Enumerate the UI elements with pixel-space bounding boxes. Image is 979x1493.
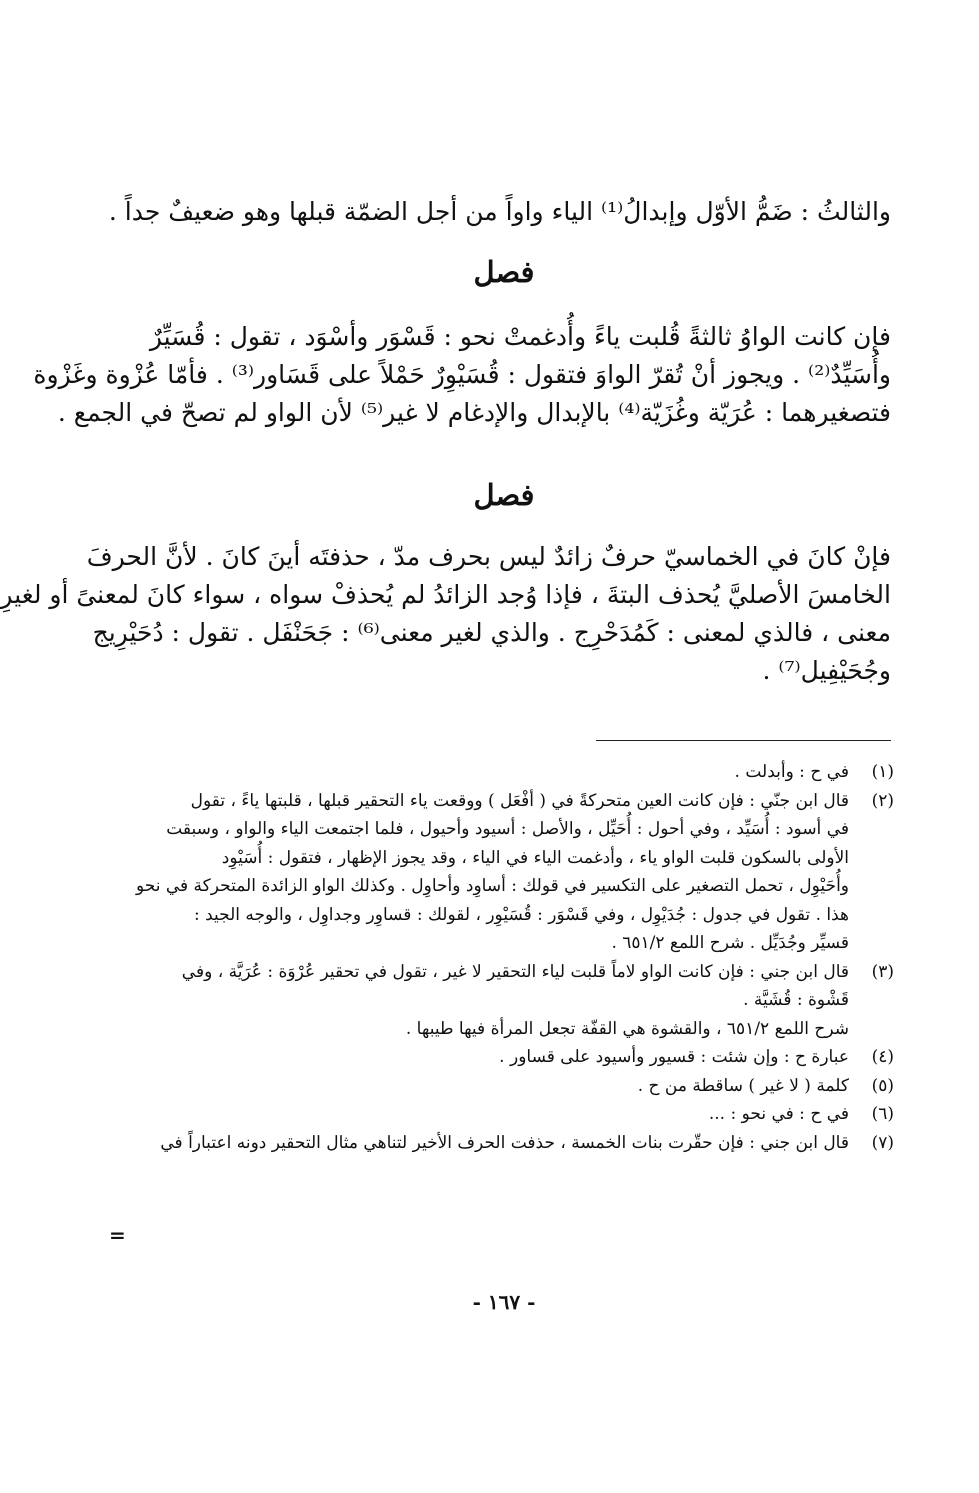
footnote (109, 1129, 894, 1158)
footnote-line: شرح اللمع ٦٥١/٢ ، والقشوة هي القفّة تجعل المرأة فيها طيبها . (405, 1018, 849, 1039)
footnote-number: (٢) (871, 790, 894, 811)
footnote-text (109, 758, 849, 787)
footnote (109, 1043, 894, 1072)
footnote-line: في ح : وأبدلت . (734, 762, 849, 782)
paragraph-3 (0, 538, 891, 690)
footnote-line: كلمة ( لا غير ) ساقطة من ح . (637, 1075, 849, 1096)
footnotes (109, 758, 894, 1157)
paragraph-2 (33, 318, 891, 432)
footnote-text (109, 1100, 849, 1129)
footnote-line: عبارة ح : وإن شئت : قسيور وأسيود على قساور . (499, 1047, 849, 1067)
footnote (109, 1100, 894, 1129)
footnote-number: (٥) (871, 1075, 894, 1096)
section-heading: فصل (473, 255, 535, 289)
footnote-number: (٧) (871, 1132, 894, 1153)
page-number: - ١٦٧ - (472, 1290, 536, 1314)
footnote (109, 787, 894, 958)
text-line: وجُحَيْفِيل⁽⁷⁾ . (762, 656, 891, 685)
footnote (109, 958, 894, 1015)
footnote-line: وأُحَيْوِل ، تحمل التصغير على التكسير في قولك : أساوِد وأحاوِل . وكذلك الواو الزائدة المتحركة في نحو (135, 876, 849, 896)
footnote-text (109, 958, 849, 1015)
footnote (109, 758, 894, 787)
text-line: فتصغيرهما : عُرَيّة وغُزَيّة⁽⁴⁾ بالإبدال والإدغام لا غير⁽⁵⁾ لأن الواو لم تصحّ في الجمع . (57, 398, 891, 427)
text-line: الخامسَ الأصليَّ يُحذف البتةَ ، فإذا وُجد الزائدُ لم يُحذفْ سواه ، سواء كانَ لمعنىً أو لغيرِ (0, 580, 891, 609)
continuation-mark: = (109, 1223, 126, 1247)
footnote-text (109, 1043, 849, 1072)
section-heading: فصل (473, 478, 535, 512)
footnote-line: قال ابن جني : فإن كانت الواو لاماً قلبت لياء التحقير لا غير ، تقول في تحقير عُرْوَة : عُرَيَّة ، وفي (181, 961, 849, 982)
text-line: فإن كانت الواوُ ثالثةً قُلبت ياءً وأُدغمتْ نحو : قَسْوَر وأسْوَد ، تقول : قُسَيِّرٌ (149, 322, 891, 351)
footnote-line: قال ابن جني : فإن حقّرت بنات الخمسة ، حذفت الحرف الأخير لتناهي مثال التحقير دونه اعتباراً في (160, 1132, 849, 1153)
footnote-text (109, 1072, 849, 1101)
footnote-line: في ح : في نحو : ... (708, 1104, 849, 1124)
footnote-number: (٣) (871, 961, 894, 982)
footnote-text (109, 787, 849, 958)
footnote-number: (٦) (871, 1104, 894, 1124)
footnote-line: قسيِّر وجُدَيِّل . شرح اللمع ٦٥١/٢ . (611, 933, 849, 953)
footnote-line: في أسود : أُسَيِّد ، وفي أحول : أُحَيِّل ، والأصل : أسيود وأحيول ، فلما اجتمعت الياء والواو ، وسبقت (166, 819, 849, 839)
footnote-line: هذا . تقول في جدول : جُدَيْوِل ، وفي قَسْوَر : قُسَيْوِر ، لقولك : قساوِر وجداوِل ، والوجه الجيد : (193, 904, 849, 925)
footnote (109, 1072, 894, 1101)
text-line: وأُسَيِّدٌ⁽²⁾ . ويجوز أنْ تُقرّ الواوَ فتقول : قُسَيْوِرٌ حَمْلاً على قَسَاور⁽³⁾ . فأمّا عُزْوة وغَزْوة (33, 360, 891, 389)
text-line: معنى ، فالذي لمعنى : كَمُدَحْرِج . والذي لغير معنى⁽⁶⁾ : جَحَنْفَل . تقول : دُحَيْرِيج (92, 618, 891, 647)
text-line: والثالثُ : ضَمُّ الأوّل وإبدالُ⁽¹⁾ الياء واواً من أجل الضمّة قبلها وهو ضعيفٌ جداً . (108, 197, 891, 226)
footnote-line: الأولى بالسكون قلبت الواو ياء ، وأدغمت الياء في الياء ، وقد يجوز الإظهار ، فتقول : أُسَيْوِد (221, 847, 849, 868)
footnote-separator (596, 740, 891, 741)
footnote-line: قال ابن جنّي : فإن كانت العين متحركةً في ( أفْعَل ) ووقعت ياء التحقير قبلها ، قلبتها ياءً ، تقول (190, 790, 849, 811)
footnote-text (109, 1129, 849, 1158)
footnote-number: (٤) (871, 1047, 894, 1067)
footnote-number: (١) (871, 762, 894, 782)
footnote-line: قَشْوة : قُشَيَّة . (743, 990, 849, 1010)
footnote-continuation (109, 1015, 894, 1044)
text-line: فإنْ كانَ في الخماسيّ حرفٌ زائدٌ ليس بحرف مدّ ، حذفتَه أينَ كانَ . لأنَّ الحرفَ (86, 542, 891, 571)
paragraph-1 (108, 193, 891, 231)
